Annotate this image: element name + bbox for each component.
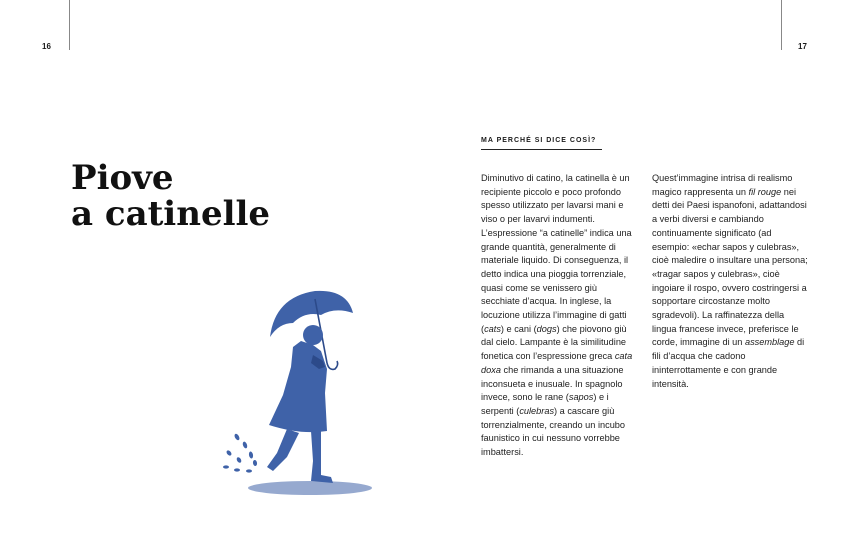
italic-term: dogs bbox=[536, 323, 557, 334]
title-line-1: Piove bbox=[71, 158, 174, 198]
text-run: Diminutivo di catino, la catinella è un recipiente piccolo e poco profondo spesso utilizzato per lavarsi mani e viso o per lavarvi indumenti. L’espressione “a catinelle” indica una grande quantità, generalmente di materiale liquido. Di conseguenza, il detto indica una pioggia torrenziale, quasi come se venissero giù secchiate d’acqua. In inglese, la locuzione utilizza l’immagine di gatti ( bbox=[481, 173, 632, 334]
italic-term: assemblage bbox=[744, 337, 795, 348]
person-leg-back bbox=[267, 429, 299, 471]
italic-term: cats bbox=[484, 323, 501, 334]
text-run: ) che piovono giù dal cielo. Lampante è la similitudine fonetica con l’espressione greca bbox=[481, 323, 627, 362]
italic-term: cata doxa bbox=[481, 351, 633, 375]
text-run: ) e i serpenti ( bbox=[481, 392, 609, 416]
text-run: che rimanda a una situazione inconsueta e inusuale. In spagnolo invece, sono le rane ( bbox=[481, 364, 624, 403]
puddle-shadow bbox=[248, 481, 372, 495]
person-raincoat bbox=[269, 341, 327, 432]
person-head bbox=[303, 325, 323, 345]
text-run: Quest’immagine intrisa di realismo magico rappresenta un bbox=[652, 173, 793, 197]
text-run: ) a cascare giù torrenzialmente, creando un incubo faunistico in cui nessuno vorrebbe imbattersi. bbox=[481, 405, 626, 458]
umbrella-handle bbox=[327, 361, 338, 369]
page-number-left: 16 bbox=[42, 42, 51, 51]
body-column-2 bbox=[652, 172, 808, 391]
splash-drops bbox=[223, 433, 257, 473]
text-run: di fili d’acqua che cadono ininterrottamente e con grande intensità. bbox=[652, 337, 805, 389]
italic-term: culebras bbox=[519, 405, 555, 416]
person-leg-front bbox=[311, 431, 333, 483]
section-heading: MA PERCHÉ SI DICE COSÌ? bbox=[481, 137, 597, 144]
body-column-1 bbox=[481, 172, 637, 460]
section-heading-underline bbox=[481, 149, 602, 150]
text-run: ) e cani ( bbox=[500, 323, 537, 334]
column1-paragraph bbox=[481, 172, 637, 460]
italic-term: sapos bbox=[568, 392, 594, 403]
person-with-umbrella-illustration bbox=[215, 285, 375, 500]
title-line-2: a catinelle bbox=[71, 194, 271, 234]
italic-term: fil rouge bbox=[748, 186, 782, 197]
column2-paragraph bbox=[652, 172, 808, 391]
left-margin-rule bbox=[69, 0, 70, 50]
right-margin-rule bbox=[781, 0, 782, 50]
text-run: nei detti dei Paesi ispanofoni, adattandosi a verbi diversi e cambiando continuamente significato (ad esempio: «echar sapos y culebras», cioè maledire o insultare una persona; «tragar sapos y culebras», cioè ingoiare il rospo, ovvero costringersi a sopportare circostanze molto sgradevoli). La raffinatezza della lingua francese invece, preferisce le corde, immagine di un bbox=[652, 186, 808, 348]
page-title bbox=[71, 160, 270, 232]
page-number-right: 17 bbox=[798, 42, 807, 51]
